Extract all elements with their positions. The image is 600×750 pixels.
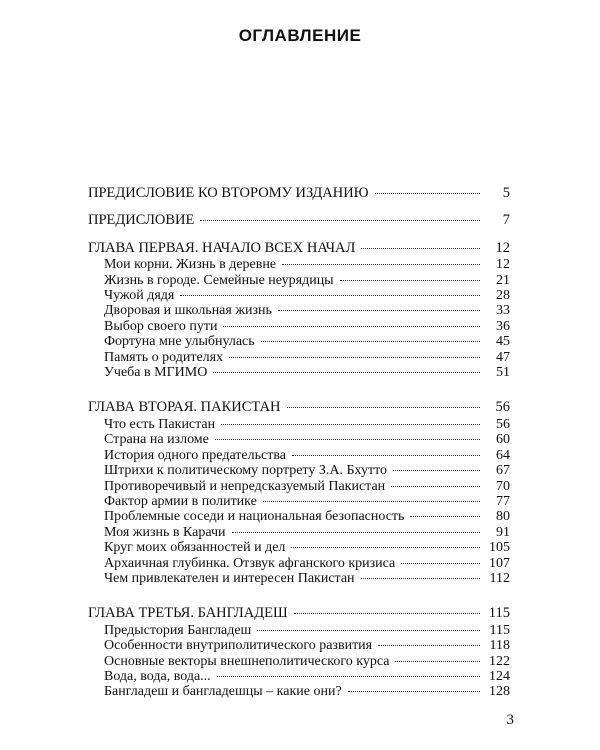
toc-page-number: 12 (496, 257, 510, 273)
toc-subsection-title: Учеба в МГИМО (104, 365, 208, 381)
toc-page-number: 28 (496, 288, 510, 304)
toc-leader-dots (393, 470, 480, 471)
toc-leader-dots (340, 280, 480, 281)
toc-subsection-title: Проблемные соседи и национальная безопасность (104, 509, 405, 525)
toc-subsection-title: Что есть Пакистан (104, 416, 216, 432)
toc-subsection-title: Противоречивый и непредсказуемый Пакистан (104, 478, 386, 494)
toc-subsection-entry[interactable] (88, 365, 510, 380)
toc-subsection-entry[interactable] (88, 319, 510, 334)
toc-subsection-title: Страна на изломе (104, 432, 209, 448)
toc-subsection-entry[interactable] (88, 288, 510, 303)
toc-subsection-entry[interactable] (88, 556, 510, 571)
toc-leader-dots (294, 613, 480, 614)
toc-leader-dots (229, 357, 480, 358)
toc-chapter-title: ГЛАВА ТРЕТЬЯ. БАНГЛАДЕШ (88, 605, 288, 622)
toc-chapter-entry[interactable] (88, 400, 510, 415)
toc-subsection-entry[interactable] (88, 571, 510, 586)
toc-subsection-title: Жизнь в городе. Семейные неурядицы (104, 272, 334, 288)
toc-subsection-title: Выбор своего пути (104, 318, 218, 334)
toc-page-number: 45 (496, 334, 510, 350)
toc-leader-dots (263, 501, 480, 502)
toc-section (88, 241, 510, 381)
toc-leader-dots (378, 645, 480, 646)
toc-page-number: 122 (489, 653, 510, 669)
toc-subsection-list (88, 623, 510, 700)
toc-page-number: 118 (489, 638, 510, 654)
toc-leader-dots (395, 661, 480, 662)
toc-subsection-entry[interactable] (88, 525, 510, 540)
toc-leader-dots (221, 424, 480, 425)
toc-leader-dots (391, 486, 480, 487)
toc-subsection-title: Моя жизнь в Карачи (104, 524, 226, 540)
toc-chapter-title: ПРЕДИСЛОВИЕ КО ВТОРОМУ ИЗДАНИЮ (88, 185, 369, 201)
toc-subsection-entry[interactable] (88, 494, 510, 509)
toc-section (88, 400, 510, 586)
toc-subsection-entry[interactable] (88, 540, 510, 555)
toc-subsection-entry[interactable] (88, 448, 510, 463)
toc-leader-dots (348, 691, 480, 692)
toc-subsection-title: Мои корни. Жизнь в деревне (104, 257, 277, 273)
toc-page-number: 112 (489, 570, 510, 586)
toc-subsection-title: Фортуна мне улыбнулась (104, 334, 255, 350)
toc-leader-dots (282, 264, 480, 265)
toc-leader-dots (232, 532, 480, 533)
toc-subsection-title: Фактор армии в политике (104, 493, 257, 509)
toc-subsection-entry[interactable] (88, 638, 510, 653)
toc-page-number: 107 (489, 555, 510, 571)
page-title: ОГЛАВЛЕНИЕ (238, 26, 362, 45)
toc-page-number: 64 (496, 447, 510, 463)
toc-subsection-list (88, 257, 510, 380)
toc-leader-dots (291, 547, 480, 548)
toc-page-number: 21 (496, 272, 510, 288)
toc-chapter-entry[interactable] (88, 606, 510, 621)
toc-subsection-title: Дворовая и школьная жизнь (104, 303, 272, 319)
toc-leader-dots (401, 563, 480, 564)
toc-page-number: 56 (496, 416, 510, 432)
toc-subsection-entry[interactable] (88, 273, 510, 288)
toc-subsection-entry[interactable] (88, 654, 510, 669)
toc-leader-dots (217, 676, 480, 677)
toc-page-number: 56 (495, 399, 510, 416)
toc-subsection-entry[interactable] (88, 684, 510, 699)
toc-chapter-title: ГЛАВА ПЕРВАЯ. НАЧАЛО ВСЕХ НАЧАЛ (88, 239, 356, 256)
toc-page-number: 36 (496, 318, 510, 334)
toc-subsection-entry[interactable] (88, 463, 510, 478)
toc-leader-dots (287, 407, 480, 408)
toc-chapter-title: ГЛАВА ВТОРАЯ. ПАКИСТАН (88, 399, 281, 416)
toc-page-number: 67 (496, 463, 510, 479)
toc-subsection-title: Чужой дядя (104, 288, 175, 304)
toc-subsection-title: Круг моих обязанностей и дел (104, 540, 286, 556)
toc-subsection-entry[interactable] (88, 417, 510, 432)
page-number: 3 (506, 712, 514, 728)
toc-subsection-entry[interactable] (88, 669, 510, 684)
toc-subsection-title: Штрихи к политическому портрету З.А. Бхутто (104, 463, 388, 479)
toc-page-number: 5 (502, 185, 510, 201)
table-of-contents (88, 186, 510, 720)
toc-chapter-entry[interactable] (88, 186, 510, 201)
toc-subsection-entry[interactable] (88, 350, 510, 365)
toc-page-number: 33 (496, 303, 510, 319)
toc-leader-dots (261, 341, 480, 342)
toc-page-number: 12 (495, 239, 510, 256)
toc-leader-dots (213, 372, 480, 373)
toc-subsection-title: Чем привлекателен и интересен Пакистан (104, 570, 355, 586)
toc-leader-dots (200, 220, 480, 221)
toc-page-number: 124 (489, 668, 510, 684)
toc-page-number: 7 (502, 212, 510, 229)
toc-subsection-title: Основные векторы внешнеполитического курса (104, 653, 390, 669)
toc-section (88, 606, 510, 699)
toc-subsection-title: Бангладеш и бангладешцы – какие они? (104, 684, 342, 700)
toc-leader-dots (180, 295, 480, 296)
toc-subsection-title: Особенности внутриполитического развития (104, 638, 373, 654)
toc-page-number: 105 (489, 540, 510, 556)
toc-page-number: 115 (489, 622, 510, 638)
toc-page-number: 91 (496, 524, 510, 540)
toc-subsection-entry[interactable] (88, 432, 510, 447)
toc-leader-dots (410, 516, 480, 517)
toc-subsection-entry[interactable] (88, 479, 510, 494)
toc-page-number: 47 (496, 349, 510, 365)
toc-page-number: 60 (496, 432, 510, 448)
toc-leader-dots (361, 578, 480, 579)
toc-leader-dots (257, 630, 480, 631)
toc-leader-dots (223, 326, 480, 327)
toc-chapter-entry[interactable] (88, 213, 510, 228)
toc-page-number: 80 (496, 509, 510, 525)
toc-subsection-title: История одного предательства (104, 447, 286, 463)
toc-subsection-entry[interactable] (88, 257, 510, 272)
toc-subsection-entry[interactable] (88, 334, 510, 349)
toc-page-number: 77 (496, 493, 510, 509)
toc-leader-dots (375, 193, 480, 194)
toc-chapter-entry[interactable] (88, 241, 510, 256)
toc-leader-dots (215, 439, 480, 440)
toc-page-number: 70 (496, 478, 510, 494)
toc-leader-dots (278, 310, 480, 311)
toc-section (88, 186, 510, 201)
toc-subsection-list (88, 417, 510, 586)
toc-chapter-title: ПРЕДИСЛОВИЕ (88, 212, 195, 229)
toc-leader-dots (292, 455, 480, 456)
toc-subsection-title: Предыстория Бангладеш (104, 622, 252, 638)
toc-leader-dots (361, 248, 480, 249)
toc-page-number: 115 (488, 605, 510, 622)
toc-page-number: 51 (496, 365, 510, 381)
toc-subsection-entry[interactable] (88, 303, 510, 318)
toc-section (88, 213, 510, 228)
toc-subsection-entry[interactable] (88, 509, 510, 524)
toc-subsection-title: Вода, вода, вода... (104, 668, 211, 684)
toc-subsection-entry[interactable] (88, 623, 510, 638)
toc-subsection-title: Память о родителях (104, 349, 224, 365)
toc-page-number: 128 (489, 684, 510, 700)
toc-subsection-title: Архаичная глубинка. Отзвук афганского кризиса (104, 555, 396, 571)
